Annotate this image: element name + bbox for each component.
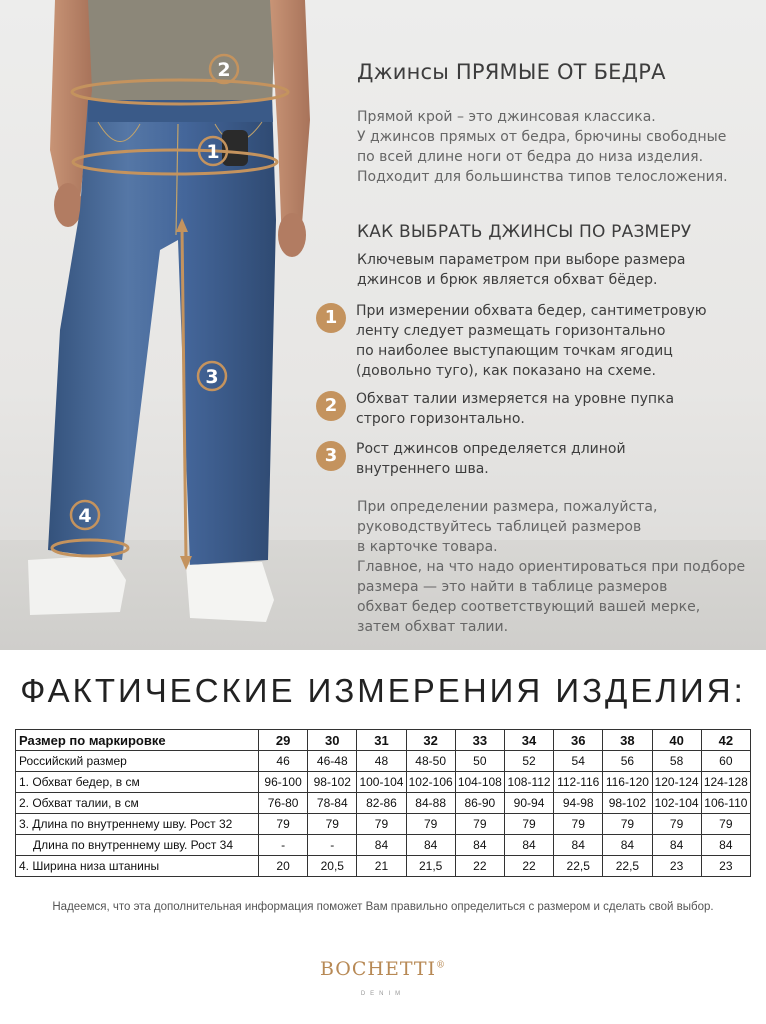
table-cell: 29 bbox=[259, 730, 308, 751]
table-cell: 42 bbox=[701, 730, 750, 751]
table-row-label: 3. Длина по внутреннему шву. Рост 32 bbox=[16, 814, 259, 835]
table-cell: 79 bbox=[455, 814, 504, 835]
svg-text:4: 4 bbox=[78, 505, 92, 527]
table-cell: 104-108 bbox=[455, 772, 504, 793]
table-cell: 98-102 bbox=[603, 793, 652, 814]
table-cell: 36 bbox=[554, 730, 603, 751]
table-cell: 50 bbox=[455, 751, 504, 772]
table-cell: 84 bbox=[701, 835, 750, 856]
table-cell: 31 bbox=[357, 730, 406, 751]
svg-text:3: 3 bbox=[205, 366, 219, 388]
table-cell: 58 bbox=[652, 751, 701, 772]
table-cell: 22 bbox=[504, 856, 553, 877]
table-row bbox=[16, 856, 751, 877]
model-figure-illustration bbox=[0, 0, 360, 650]
table-cell: 84 bbox=[652, 835, 701, 856]
page-title: Джинсы ПРЯМЫЕ ОТ БЕДРА bbox=[357, 60, 666, 84]
table-cell: 102-104 bbox=[652, 793, 701, 814]
table-cell: 30 bbox=[308, 730, 357, 751]
table-row-label: Длина по внутреннему шву. Рост 34 bbox=[16, 835, 259, 856]
table-cell: 34 bbox=[504, 730, 553, 751]
table-row bbox=[16, 835, 751, 856]
table-cell: 21,5 bbox=[406, 856, 455, 877]
step-1-text: При измерении обхвата бедер, сантиметровую ленту следует размещать горизонтально по наиболее выступающим точкам ягодиц (довольно туго), как показано на схеме. bbox=[356, 303, 707, 379]
table-cell: 23 bbox=[652, 856, 701, 877]
table-cell: 96-100 bbox=[259, 772, 308, 793]
table-cell: 38 bbox=[603, 730, 652, 751]
table-cell: 84 bbox=[357, 835, 406, 856]
table-row bbox=[16, 751, 751, 772]
footnote: Надеемся, что эта дополнительная информация поможет Вам правильно определиться с размером и сделать свой выбор. bbox=[52, 901, 714, 913]
brand-logo: BOCHETTI® bbox=[319, 958, 447, 980]
step-1-badge: 1 bbox=[316, 303, 346, 333]
table-cell: 48 bbox=[357, 751, 406, 772]
table-cell: 86-90 bbox=[455, 793, 504, 814]
table-cell: 94-98 bbox=[554, 793, 603, 814]
table-row-label: 4. Ширина низа штанины bbox=[16, 856, 259, 877]
table-row-label: 1. Обхват бедер, в см bbox=[16, 772, 259, 793]
table-row bbox=[16, 814, 751, 835]
size-table bbox=[15, 729, 751, 877]
table-cell: 84 bbox=[554, 835, 603, 856]
table-cell: 33 bbox=[455, 730, 504, 751]
table-cell: 32 bbox=[406, 730, 455, 751]
table-cell: - bbox=[259, 835, 308, 856]
table-cell: 76-80 bbox=[259, 793, 308, 814]
table-cell: 79 bbox=[406, 814, 455, 835]
table-row-label: Размер по маркировке bbox=[16, 730, 259, 751]
table-cell: 20 bbox=[259, 856, 308, 877]
table-cell: 40 bbox=[652, 730, 701, 751]
table-cell: 46-48 bbox=[308, 751, 357, 772]
measurements-title: ФАКТИЧЕСКИЕ ИЗМЕРЕНИЯ ИЗДЕЛИЯ: bbox=[20, 672, 746, 709]
table-row bbox=[16, 772, 751, 793]
table-cell: 98-102 bbox=[308, 772, 357, 793]
table-cell: 46 bbox=[259, 751, 308, 772]
table-cell: 79 bbox=[652, 814, 701, 835]
table-cell: 22,5 bbox=[603, 856, 652, 877]
table-cell: 82-86 bbox=[357, 793, 406, 814]
table-cell: 84 bbox=[504, 835, 553, 856]
step-2-text: Обхват талии измеряется на уровне пупка строго горизонтально. bbox=[356, 391, 675, 427]
svg-text:2: 2 bbox=[217, 59, 231, 81]
table-cell: 78-84 bbox=[308, 793, 357, 814]
brand-sub: DENIM bbox=[360, 991, 406, 997]
table-cell: 20,5 bbox=[308, 856, 357, 877]
step-3-badge: 3 bbox=[316, 441, 346, 471]
table-cell: 84 bbox=[603, 835, 652, 856]
table-cell: 56 bbox=[603, 751, 652, 772]
table-cell: 102-106 bbox=[406, 772, 455, 793]
table-cell: 22 bbox=[455, 856, 504, 877]
table-cell: 60 bbox=[701, 751, 750, 772]
table-cell: 100-104 bbox=[357, 772, 406, 793]
table-cell: 84 bbox=[406, 835, 455, 856]
table-cell: 79 bbox=[603, 814, 652, 835]
table-cell: 52 bbox=[504, 751, 553, 772]
table-cell: 22,5 bbox=[554, 856, 603, 877]
table-row-label: 2. Обхват талии, в см bbox=[16, 793, 259, 814]
table-cell: 21 bbox=[357, 856, 406, 877]
table-cell: 79 bbox=[554, 814, 603, 835]
table-cell: 84-88 bbox=[406, 793, 455, 814]
guide-title: КАК ВЫБРАТЬ ДЖИНСЫ ПО РАЗМЕРУ bbox=[357, 222, 692, 242]
table-cell: 79 bbox=[357, 814, 406, 835]
table-cell: 116-120 bbox=[603, 772, 652, 793]
svg-text:1: 1 bbox=[206, 141, 220, 163]
table-cell: 54 bbox=[554, 751, 603, 772]
table-cell: 112-116 bbox=[554, 772, 603, 793]
table-cell: 120-124 bbox=[652, 772, 701, 793]
table-cell: 79 bbox=[504, 814, 553, 835]
table-row-label: Российский размер bbox=[16, 751, 259, 772]
guide-lead: Ключевым параметром при выборе размера джинсов и брюк является обхват бёдер. bbox=[357, 252, 686, 288]
step-3-text: Рост джинсов определяется длиной внутреннего шва. bbox=[356, 441, 626, 477]
table-cell: 108-112 bbox=[504, 772, 553, 793]
table-cell: 90-94 bbox=[504, 793, 553, 814]
table-cell: 106-110 bbox=[701, 793, 750, 814]
table-cell: 84 bbox=[455, 835, 504, 856]
step-2-badge: 2 bbox=[316, 391, 346, 421]
table-cell: 124-128 bbox=[701, 772, 750, 793]
table-cell: 79 bbox=[308, 814, 357, 835]
table-cell: 23 bbox=[701, 856, 750, 877]
table-row bbox=[16, 793, 751, 814]
table-cell: 48-50 bbox=[406, 751, 455, 772]
table-cell: 79 bbox=[259, 814, 308, 835]
table-cell: - bbox=[308, 835, 357, 856]
table-cell: 79 bbox=[701, 814, 750, 835]
guide-note: При определении размера, пожалуйста, руководствуйтесь таблицей размеров в карточке товара. Главное, на что надо ориентироваться при подборе размера — это найти в таблице размеров обхват бедер соответствующий вашей мерке, затем обхват талии. bbox=[357, 499, 746, 635]
intro-text: Прямой крой – это джинсовая классика. У джинсов прямых от бедра, брючины свободные по всей длине ноги от бедра до низа изделия. Подходит для большинства типов телосложения. bbox=[357, 109, 728, 185]
table-header-row bbox=[16, 730, 751, 751]
